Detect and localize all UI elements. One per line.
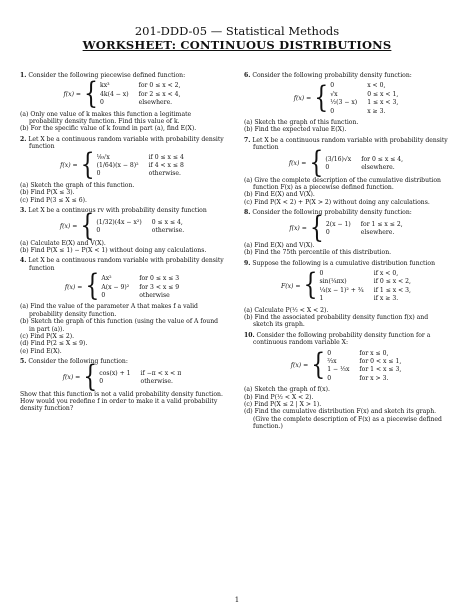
cases [100,82,181,106]
case-expr: ½(3 − x) [330,99,358,107]
case-cond: for 0 ≤ x ≤ 3 [139,275,180,283]
case-cond: x < 0, [367,82,386,90]
brace: { [83,360,98,394]
function-lhs: f(x) = [60,162,78,170]
case-expr: ⅛√x [96,153,110,161]
case-expr: 0 [101,291,106,299]
case-cond: for 2 ≤ x < 4, [138,90,181,98]
case-cond: for 1 < x ≤ 3, [359,366,402,374]
case-expr: 0 [325,229,330,237]
case-cond: for 1 ≤ x ≤ 2, [360,220,403,228]
question-number: 7. [244,136,251,144]
left-column [20,72,224,416]
question-1 [20,72,224,133]
question-text: Consider the following probability density function: [252,209,412,217]
page-number: 1 [234,596,240,604]
part: (a) Calculate P(½ < X < 2). [244,306,329,314]
question-text: Let X be a continuous random variable with probability density function [28,135,224,151]
piecewise-function [20,76,224,111]
part: (a) Sketch the graph of this function. [244,119,359,127]
question-7 [244,137,448,206]
case-cond: 1 ≤ x < 3, [367,99,399,107]
piecewise-function [244,270,448,303]
part: (b) Find the associated probability density function f(x) and sketch its graph. [244,313,429,329]
question-2 [20,136,224,204]
question-6 [244,72,448,134]
question-number: 2. [20,135,27,143]
question-number: 6. [244,72,251,79]
case-expr: ¼(x − 1)² + ¾ [319,286,364,294]
function-lhs: f(x) = [63,90,81,98]
case-expr: 4k(4 − x) [100,90,129,98]
part: (a) Give the complete description of the cumulative distribution function F(x) as a piecewise defined function. [244,176,441,192]
case-cond: if x ≥ 3. [373,295,399,303]
question-text: Let X be a continuous rv with probability density function [28,207,207,215]
case-cond: if 0 ≤ x ≤ 4 [148,153,184,161]
cases [99,370,181,386]
piecewise-function [244,146,448,180]
piecewise-function [20,148,224,182]
case-cond: 0 ≤ x < 1, [367,90,399,98]
question-number: 9. [244,259,251,267]
part: (b) Find the expected value E(X). [244,126,347,134]
function-lhs: F(x) = [281,282,301,290]
case-cond: elsewhere. [361,164,395,172]
function-lhs: f(x) = [293,95,312,103]
case-cond: otherwise. [151,227,185,234]
case-cond: otherwise [139,291,170,299]
question-number: 5. [20,358,27,366]
part: (c) Find P(X < 2) + P(X > 2) without doing any calculations. [244,198,430,206]
case-expr: 0 [99,378,104,386]
question-text: Consider the following piecewise defined function: [28,72,186,79]
function-lhs: f(x) = [290,362,309,370]
case-expr: 0 [327,374,332,382]
part: (c) Find P(X ≤ 2). [20,332,75,340]
part: (b) Find P(X ≤ 1) − P(X < 1) without doing any calculations. [20,246,207,254]
case-expr: ⅔x [327,357,337,365]
function-lhs: f(x) = [62,373,81,381]
part: (a) Calculate E(X) and V(X). [20,239,106,247]
brace: { [80,148,95,182]
question-text: Consider the following probability density function for a continuous random variable X: [253,331,431,347]
brace: { [309,146,324,180]
part: (b) Find the 75th percentile of this distribution. [244,249,392,257]
case-expr: 0 [96,170,101,178]
question-text: Let X be a continuous random variable with probability density function [28,257,224,272]
case-expr: 0 [100,99,104,107]
question-number: 4. [20,257,27,265]
question-text: Let X be a continuous random variable with probability density function [252,136,448,152]
case-expr: (3/16)√x [325,155,352,163]
part: (a) Find the value of the parameter A that makes f a valid probability density function. [20,303,198,318]
brace: { [80,208,95,243]
question-number: 8. [244,209,251,217]
part: (b) Find P(X ≤ 3). [20,189,75,197]
question-text: Consider the following function: [28,358,128,366]
case-expr: sin(¼πx) [319,278,347,286]
piecewise-function [20,269,224,304]
question-8 [244,209,448,256]
piecewise-function [244,350,448,383]
case-expr: 0 [325,164,330,172]
worksheet-header [0,24,474,52]
case-cond: for 0 ≤ x ≤ 4, [361,155,404,163]
case-cond: if x < 0, [373,269,399,277]
cases [101,275,179,299]
cases [327,350,401,383]
case-cond: for x > 3. [359,374,389,382]
cases [96,219,184,235]
case-expr: 0 [319,269,324,277]
case-cond: if −π < x < π [140,369,182,377]
case-cond: for 0 ≤ x < 2, [138,82,181,90]
cases [326,221,403,237]
question-number: 3. [20,207,27,215]
case-expr: kx³ [100,82,110,90]
question-number: 10. [244,331,255,339]
brace: { [309,211,324,245]
cases [97,154,184,178]
case-cond: for x ≤ 0, [359,349,389,357]
part: (b) Find E(X) and V(X). [244,191,315,199]
question-3 [20,207,224,254]
brace: { [84,76,98,111]
part: (c) Find P(3 ≤ X ≤ 6). [20,196,87,204]
part: (a) Find E(X) and V(X). [244,241,315,249]
brace: { [85,269,100,304]
question-4 [20,257,224,355]
case-expr: 2(x − 1) [325,220,351,228]
brace: { [314,81,329,115]
question-5 [20,358,224,413]
case-expr: (1/32)(4x − x²) [96,218,142,226]
question-followup: Show that this function is not a valid probability density function. How would you redefine f in order to make it a valid probability density function? [20,390,223,413]
part: (a) Sketch the graph of f(x). [244,386,330,394]
case-cond: if 4 < x ≤ 8 [148,162,184,170]
case-cond: if 1 ≤ x < 3, [373,286,411,294]
question-text: Consider the following probability density function: [252,72,412,79]
part: (d) Find P(2 ≤ X ≤ 9). [20,340,88,348]
function-lhs: f(x) = [288,159,307,167]
part: (a) Only one value of k makes this function a legitimate probability density function. Find this value of k. [20,110,192,126]
case-cond: otherwise. [140,378,173,386]
case-expr: 0 [327,349,332,357]
case-cond: for 3 < x ≤ 9 [139,283,180,291]
course-title: 201-DDD-05 — Statistical Methods [134,24,340,38]
case-expr: 0 [330,82,335,90]
question-text: Suppose the following is a cumulative distribution function [252,259,436,267]
case-cond: for 0 < x ≤ 1, [359,357,402,365]
case-cond: elsewhere. [138,99,173,107]
function-lhs: f(x) = [59,222,78,230]
right-column [244,72,448,434]
case-expr: √x [330,90,338,98]
part: (b) For the specific value of k found in part (a), find E(X). [20,125,197,133]
case-expr: 1 − ⅓x [327,366,350,374]
question-10 [244,332,448,431]
case-expr: cos(x) + 1 [99,369,131,377]
part: (e) Find E(X). [20,347,62,355]
question-9 [244,260,448,329]
worksheet-title: WORKSHEET: CONTINUOUS DISTRIBUTIONS [82,38,392,52]
case-cond: elsewhere. [360,229,395,237]
function-lhs: f(x) = [289,224,307,232]
cases [330,82,398,115]
case-expr: (1/64)(x − 8)² [96,162,139,170]
part: (b) Sketch the graph of this function (using the value of A found in part (a)). [20,318,219,333]
part: (c) Find P(X ≤ 2 | X > 1). [244,401,322,408]
case-cond: 0 ≤ x ≤ 4, [151,218,183,226]
function-lhs: f(x) = [64,283,83,291]
piecewise-function [244,82,448,115]
part: (a) Sketch the graph of this function. [20,181,135,189]
case-expr: 0 [330,107,335,115]
question-number: 1. [20,72,27,79]
brace: { [311,348,326,383]
cases [325,156,403,172]
case-expr: A(x − 9)² [101,283,130,291]
case-expr: 0 [96,227,101,234]
case-expr: Ax² [101,275,112,283]
case-expr: 1 [319,295,324,303]
part: (d) Find the cumulative distribution F(x) and sketch its graph. (Give the complete description of F(x) as a piecewise defined function.) [244,408,442,431]
cases [319,270,411,303]
case-cond: otherwise. [148,170,181,178]
case-cond: x ≥ 3. [367,107,386,115]
case-cond: if 0 ≤ x < 2, [373,278,411,286]
part: (b) Find P(½ < X < 2). [244,393,314,401]
brace: { [303,268,318,303]
